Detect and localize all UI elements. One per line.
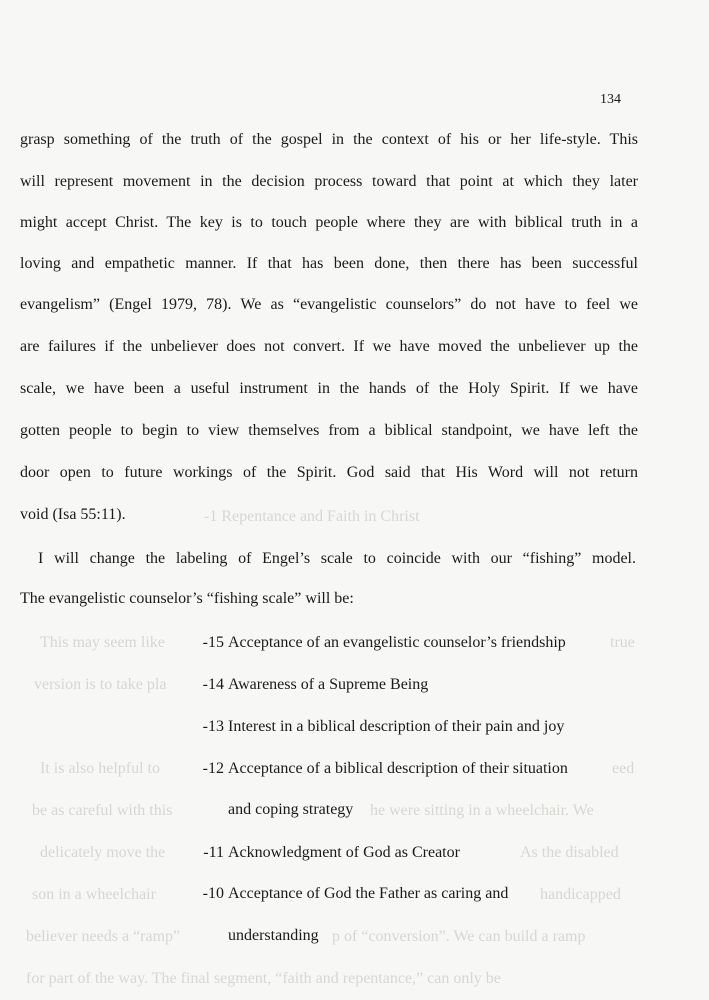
text-line: gotten people to begin to view themselves from a biblical standpoint, we have left the: [20, 422, 638, 439]
bleed-line: handicapped: [540, 886, 621, 903]
text-line: loving and empathetic manner. If that has been done, then there has been successful: [20, 255, 638, 272]
text-line: might accept Christ. The key is to touch people where they are with biblical truth in a: [20, 214, 638, 231]
scale-number: -11: [203, 844, 224, 861]
bleed-line: eed: [612, 760, 635, 777]
bleed-line: believer needs a “ramp”: [26, 928, 181, 945]
bleed-line: It is also helpful to: [40, 760, 160, 777]
bleed-line: p of “conversion”. We can build a ramp: [332, 928, 586, 945]
text-line: evangelism” (Engel 1979, 78). We as “evangelistic counselors” do not have to feel we: [20, 296, 638, 313]
text-line: door open to future workings of the Spirit. God said that His Word will not return: [20, 464, 638, 481]
bleed-line: true: [610, 634, 635, 651]
scale-description: Awareness of a Supreme Being: [228, 676, 429, 693]
bleed-line: for part of the way. The final segment, “faith and repentance,” can only be: [26, 970, 501, 987]
text-line: are failures if the unbeliever does not convert. If we have moved the unbeliever up the: [20, 338, 638, 355]
scale-number: -15: [202, 634, 224, 651]
bleed-line: This may seem like: [40, 634, 165, 651]
scale-number: -12: [202, 760, 224, 777]
bleed-line: -1 Repentance and Faith in Christ: [204, 508, 420, 525]
text-line: grasp something of the truth of the gospel in the context of his or her life-style. This: [20, 131, 638, 148]
bleed-line: son in a wheelchair: [32, 886, 156, 903]
scale-number: -13: [202, 718, 224, 735]
bleed-line: As the disabled: [520, 844, 619, 861]
bleed-line: he were sitting in a wheelchair. We: [370, 802, 594, 819]
scale-description-continued: and coping strategy: [228, 801, 354, 818]
scale-number: -14: [202, 676, 224, 693]
text-line: void (Isa 55:11).: [20, 506, 126, 523]
scale-description-continued: understanding: [228, 927, 319, 944]
text-line: I will change the labeling of Engel’s scale to coincide with our “fishing” model.: [38, 550, 636, 567]
scale-number: -10: [202, 885, 224, 902]
scale-description: Interest in a biblical description of their pain and joy: [228, 718, 565, 735]
scale-description: Acceptance of an evangelistic counselor’s friendship: [228, 634, 566, 651]
text-line: scale, we have been a useful instrument in the hands of the Holy Spirit. If we have: [20, 380, 638, 397]
page-number: 134: [600, 92, 621, 107]
bleed-line: delicately move the: [40, 844, 166, 861]
scale-description: Acceptance of a biblical description of their situation: [228, 760, 568, 777]
scale-description: Acknowledgment of God as Creator: [228, 844, 460, 861]
scale-description: Acceptance of God the Father as caring and: [228, 885, 509, 902]
text-line: will represent movement in the decision process toward that point at which they later: [20, 173, 638, 190]
bleed-line: version is to take pla: [34, 676, 167, 693]
text-line: The evangelistic counselor’s “fishing scale” will be:: [20, 590, 354, 607]
bleed-line: be as careful with this: [32, 802, 173, 819]
